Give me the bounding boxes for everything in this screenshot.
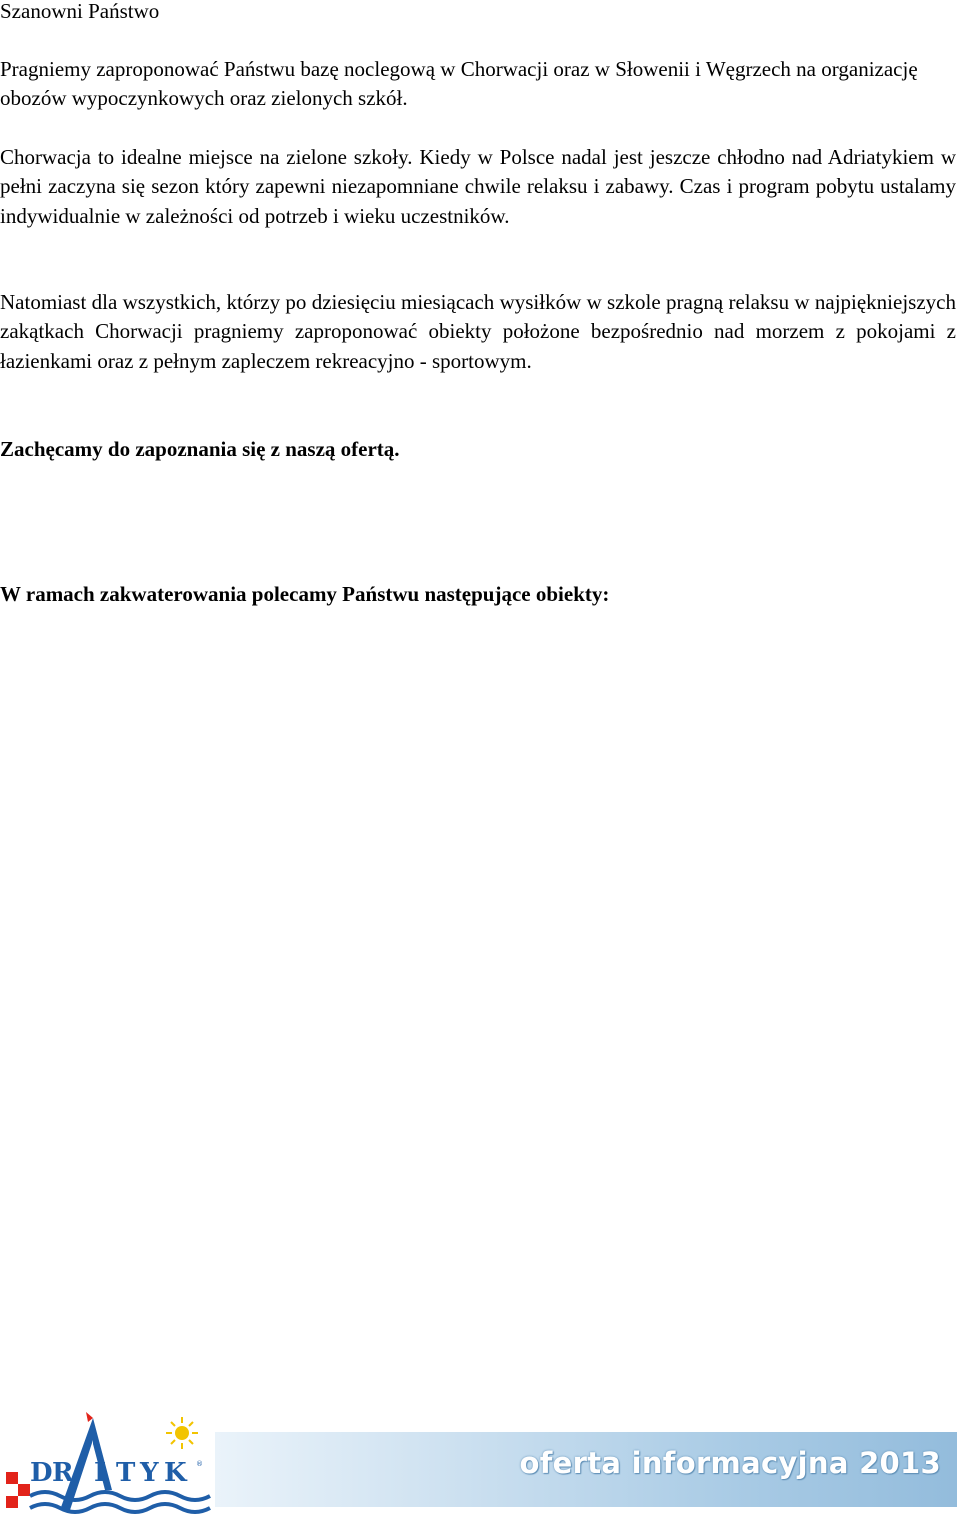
footer-banner-text: oferta informacyjna 2013 bbox=[519, 1446, 941, 1480]
svg-text:R: R bbox=[52, 1458, 74, 1488]
svg-text:Y: Y bbox=[140, 1458, 159, 1488]
svg-text:K: K bbox=[164, 1458, 187, 1488]
footer-gradient-bar bbox=[215, 1432, 957, 1507]
footer-banner bbox=[0, 1410, 960, 1519]
invitation-text: Zachęcamy do zapoznania się z naszą ofertą. bbox=[0, 437, 400, 461]
svg-text:T: T bbox=[116, 1458, 136, 1488]
summer-paragraph: Natomiast dla wszystkich, którzy po dziesięciu miesiącach wysiłków w szkole pragną relaksu w najpiękniejszych zakątkach Chorwacji pragniemy zaproponować obiekty położone bezpośrednio nad morzem z pokojami z łazienkami oraz z pełnym zapleczem rekreacyjno - sportowym. bbox=[0, 290, 956, 373]
greeting: Szanowni Państwo bbox=[0, 0, 160, 23]
intro-paragraph: Pragniemy zaproponować Państwu bazę noclegową w Chorwacji oraz w Słowenii i Węgrzech na organizację obozów wypoczynkowych oraz zielonych szkół. bbox=[0, 57, 918, 111]
svg-text:I: I bbox=[94, 1458, 107, 1488]
croatia-paragraph: Chorwacja to idealne miejsce na zielone szkoły. Kiedy w Polsce nadal jest jeszcze chłodno nad Adriatykiem w pełni zaczyna się sezon który zapewni niezapomniane chwile relaksu i zabawy. Czas i program pobytu ustalamy indywidualnie w zależności od potrzeb i wieku uczestników. bbox=[0, 145, 956, 228]
svg-text:®: ® bbox=[196, 1460, 203, 1468]
adriatyk-logo bbox=[0, 1410, 222, 1519]
checker-squares bbox=[6, 1472, 30, 1508]
sun-icon bbox=[166, 1417, 198, 1449]
svg-text:D: D bbox=[30, 1458, 53, 1488]
objects-heading: W ramach zakwaterowania polecamy Państwu następujące obiekty: bbox=[0, 582, 610, 606]
